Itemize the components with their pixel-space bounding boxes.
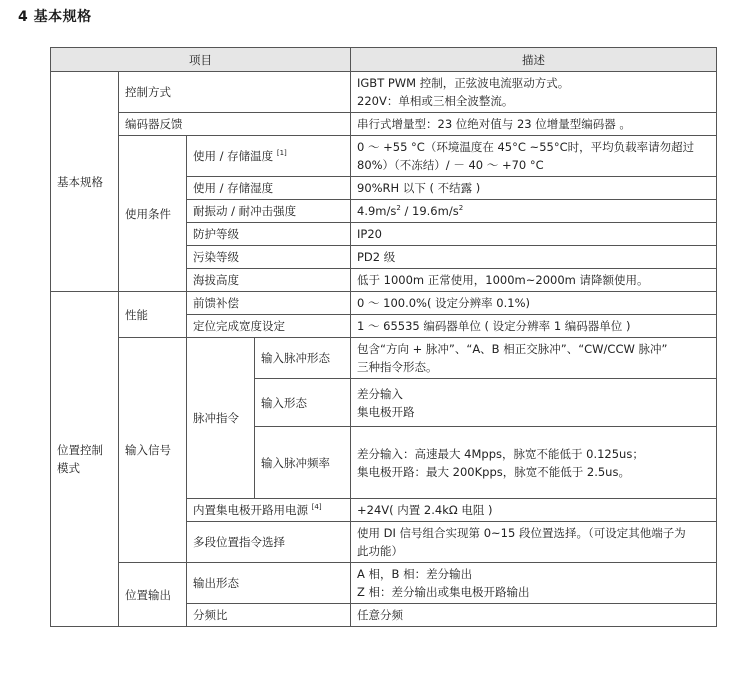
pulse-form-desc-line2: 三种指令形态。 <box>357 360 438 374</box>
control-label: 控制方式 <box>119 72 351 113</box>
table-row <box>51 292 717 315</box>
table-row <box>51 338 717 379</box>
group-position-label <box>51 292 119 627</box>
humidity-desc: 90%RH 以下 ( 不结露 ) <box>351 177 717 200</box>
spec-table <box>50 47 717 627</box>
pulse-form-desc <box>351 338 717 379</box>
multi-position-desc-line2: 此功能） <box>357 544 403 558</box>
pollution-desc: PD2 级 <box>351 246 717 269</box>
division-label: 分频比 <box>187 604 351 627</box>
output-form-desc <box>351 563 717 604</box>
division-desc: 任意分频 <box>351 604 717 627</box>
encoder-desc: 串行式增量型：23 位绝对值与 23 位增量型编码器 。 <box>351 113 717 136</box>
pulse-form-desc-line1: 包含“方向 + 脉冲”、“A、B 相正交脉冲”、“CW/CCW 脉冲” <box>357 342 668 356</box>
header-item: 项目 <box>51 48 351 72</box>
feedforward-label: 前馈补偿 <box>187 292 351 315</box>
multi-position-desc-line1: 使用 DI 信号组合实现第 0~15 段位置选择。（可设定其他端子为 <box>357 526 686 540</box>
power-note: [4] <box>311 503 322 512</box>
output-form-label: 输出形态 <box>187 563 351 604</box>
humidity-label: 使用 / 存储湿度 <box>187 177 351 200</box>
output-form-desc-line1: A 相，B 相：差分输出 <box>357 567 473 581</box>
vibration-desc <box>351 200 717 223</box>
temp-note: [1] <box>276 149 287 158</box>
vibration-sup-b: 2 <box>458 204 464 213</box>
page-title: 4 基本规格 <box>18 9 92 25</box>
power-desc: +24V( 内置 2.4kΩ 电阻 ) <box>351 499 717 522</box>
input-type-desc-line1: 差分输入 <box>357 386 403 401</box>
performance-label: 性能 <box>119 292 187 338</box>
vibration-value-a: 4.9m/s <box>357 204 397 218</box>
input-label: 输入信号 <box>119 338 187 563</box>
completion-desc: 1 ～ 65535 编码器单位 ( 设定分辨率 1 编码器单位 ) <box>351 315 717 338</box>
input-type-desc <box>351 379 717 427</box>
table-row <box>51 72 717 113</box>
pulse-freq-desc-line1: 差分输入：高速最大 4Mpps，脉宽不能低于 0.125us； <box>357 446 644 461</box>
input-type-desc-line2: 集电极开路 <box>357 404 415 419</box>
control-desc <box>351 72 717 113</box>
group-position-label-line2: 模式 <box>57 461 80 475</box>
output-form-desc-line2: Z 相：差分输出或集电极开路输出 <box>357 585 530 599</box>
vibration-label: 耐振动 / 耐冲击强度 <box>187 200 351 223</box>
table-row <box>51 113 717 136</box>
feedforward-desc: 0 ～ 100.0%( 设定分辨率 0.1%) <box>351 292 717 315</box>
vibration-sup-a: 2 <box>396 204 401 213</box>
table-header-row <box>51 48 717 72</box>
pollution-label: 污染等级 <box>187 246 351 269</box>
table-row <box>51 563 717 604</box>
completion-label: 定位完成宽度设定 <box>187 315 351 338</box>
table-row <box>51 136 717 177</box>
pulse-freq-desc-line2: 集电极开路：最大 200Kpps，脉宽不能低于 2.5us。 <box>357 464 630 479</box>
multi-position-desc <box>351 522 717 563</box>
temp-label-text: 使用 / 存储温度 <box>193 149 274 163</box>
control-desc-line1: IGBT PWM 控制，正弦波电流驱动方式。 <box>357 76 570 90</box>
output-label: 位置输出 <box>119 563 187 627</box>
header-desc: 描述 <box>351 48 717 72</box>
conditions-label: 使用条件 <box>119 136 187 292</box>
altitude-label: 海拔高度 <box>187 269 351 292</box>
protection-desc: IP20 <box>351 223 717 246</box>
temp-desc: 0 ～ +55 °C（环境温度在 45°C ~55°C时，平均负载率请勿超过 80%）（不冻结）/ － 40 ～ +70 °C <box>351 136 717 177</box>
input-type-label: 输入形态 <box>255 379 351 427</box>
pulse-freq-label: 输入脉冲频率 <box>255 427 351 499</box>
pulse-form-label: 输入脉冲形态 <box>255 338 351 379</box>
pulse-freq-desc <box>351 427 717 499</box>
control-desc-line2: 220V：单相或三相全波整流。 <box>357 94 514 108</box>
vibration-value-b: / 19.6m/s <box>400 204 459 218</box>
group-basic-label: 基本规格 <box>51 72 119 292</box>
altitude-desc: 低于 1000m 正常使用，1000m~2000m 请降额使用。 <box>351 269 717 292</box>
power-label-text: 内置集电极开路用电源 <box>193 503 308 517</box>
temp-label <box>187 136 351 177</box>
protection-label: 防护等级 <box>187 223 351 246</box>
group-position-label-line1: 位置控制 <box>57 443 103 457</box>
pulse-label: 脉冲指令 <box>187 338 255 499</box>
power-label <box>187 499 351 522</box>
encoder-label: 编码器反馈 <box>119 113 351 136</box>
multi-position-label: 多段位置指令选择 <box>187 522 351 563</box>
